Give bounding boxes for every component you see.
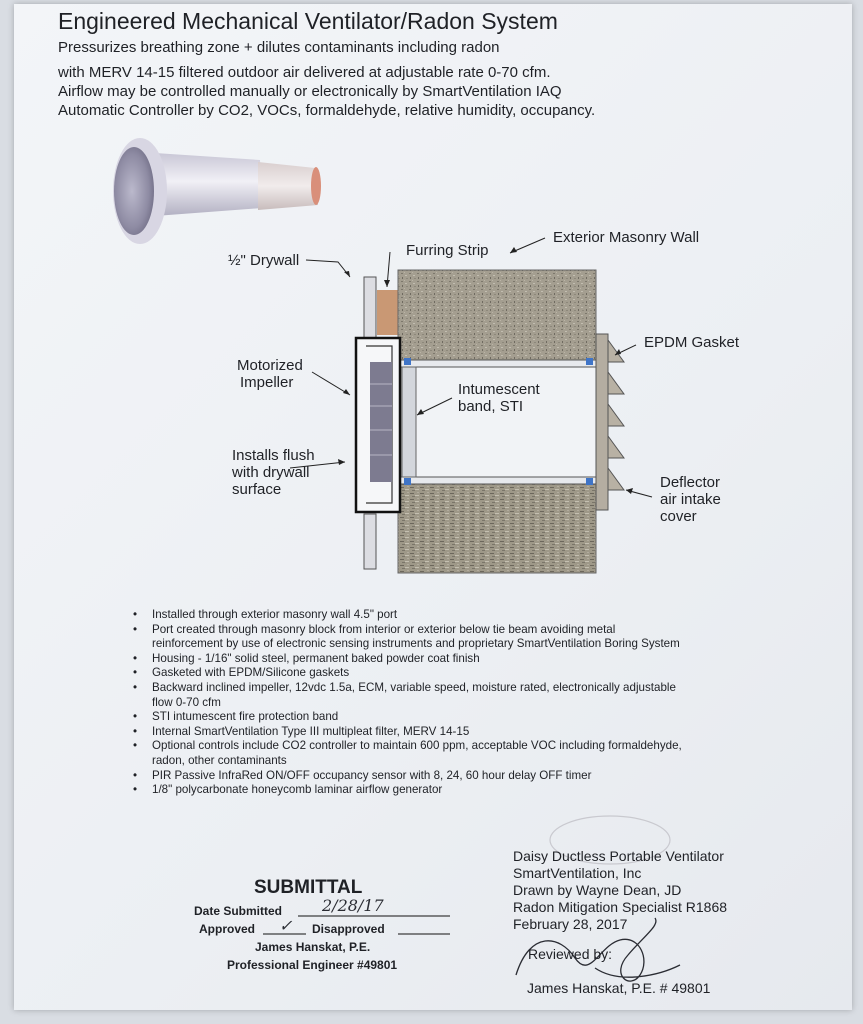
header-line-3: Airflow may be controlled manually or electronically by SmartVentilation IAQ — [58, 83, 562, 100]
duct-port — [398, 360, 596, 484]
masonry-wall-lower — [398, 484, 596, 573]
intumescent-band — [402, 367, 416, 477]
product-photo — [113, 138, 321, 244]
motorized-impeller — [370, 362, 392, 482]
list-item: • PIR Passive InfraRed ON/OFF occupancy sensor with 8, 24, 60 hour delay OFF timer — [128, 769, 688, 784]
disapproved-label: Disapproved — [312, 922, 385, 936]
furring-strip — [377, 290, 398, 335]
label-exterior-wall: Exterior Masonry Wall — [553, 229, 700, 246]
gasket-marker — [404, 358, 411, 365]
list-item: • Installed through exterior masonry wall 4.5" port — [128, 608, 688, 623]
info-company: SmartVentilation, Inc — [513, 865, 642, 881]
label-with-drywall: with drywall — [232, 464, 310, 481]
specification-list — [128, 608, 688, 798]
list-item: • Housing - 1/16" solid steel, permanent baked powder coat finish — [128, 652, 688, 667]
document-title: Engineered Mechanical Ventilator/Radon System — [58, 8, 558, 34]
date-submitted-value: 2/28/17 — [322, 896, 384, 915]
list-item: • Gasketed with EPDM/Silicone gaskets — [128, 666, 688, 681]
label-furring-strip: Furring Strip — [406, 242, 489, 259]
list-item: • Backward inclined impeller, 12vdc 1.5a, ECM, variable speed, moisture rated, electronically adjustable flow 0-70 cfm — [128, 681, 688, 710]
reviewed-by-label: Reviewed by: — [528, 946, 613, 962]
label-intumescent: Intumescent — [458, 381, 540, 398]
list-item: • Internal SmartVentilation Type III multipleat filter, MERV 14-15 — [128, 725, 688, 740]
label-drywall: ½" Drywall — [228, 252, 300, 269]
submittal-heading: SUBMITTAL — [254, 877, 363, 898]
label-cover: cover — [660, 508, 697, 525]
list-item: • Port created through masonry block from interior or exterior below tie beam avoiding metal reinforcement by use of electronic sensing instruments and proprietary SmartVentilation Boring System — [128, 623, 688, 652]
gasket-marker — [586, 478, 593, 485]
deflector-cover — [596, 334, 624, 510]
info-date: February 28, 2017 — [513, 916, 628, 932]
info-specialist: Radon Mitigation Specialist R1868 — [513, 899, 728, 915]
engineer-name: James Hanskat, P.E. — [255, 940, 371, 954]
label-intumescent-band: band, STI — [458, 398, 524, 415]
info-drawn-by: Drawn by Wayne Dean, JD — [513, 882, 682, 898]
label-deflector: Deflector — [660, 474, 721, 491]
label-air-intake: air intake — [660, 491, 721, 508]
label-surface: surface — [232, 481, 282, 498]
list-item: • 1/8" polycarbonate honeycomb laminar airflow generator — [128, 783, 688, 798]
list-item: • STI intumescent fire protection band — [128, 710, 688, 725]
label-impeller: Impeller — [240, 374, 294, 391]
masonry-wall-upper — [398, 270, 596, 360]
info-product-name: Daisy Ductless Portable Ventilator — [513, 848, 724, 864]
engineer-license: Professional Engineer #49801 — [227, 958, 398, 972]
drywall-upper — [364, 277, 376, 341]
header-line-1: Pressurizes breathing zone + dilutes contaminants including radon — [58, 39, 500, 56]
date-submitted-label: Date Submitted — [194, 904, 283, 918]
list-item: • Optional controls include CO2 controller to maintain 600 ppm, acceptable VOC including formaldehyde, radon, other contaminants — [128, 739, 688, 768]
header-line-4: Automatic Controller by CO2, VOCs, formaldehyde, relative humidity, occupancy. — [58, 102, 596, 119]
header-line-2: with MERV 14-15 filtered outdoor air delivered at adjustable rate 0-70 cfm. — [58, 64, 551, 81]
gasket-marker — [404, 478, 411, 485]
drywall-lower — [364, 514, 376, 569]
reviewer-name: James Hanskat, P.E. # 49801 — [527, 980, 711, 996]
label-installs-flush: Installs flush — [232, 447, 315, 464]
label-epdm-gasket: EPDM Gasket — [644, 334, 740, 351]
approved-label: Approved — [199, 922, 256, 936]
gasket-marker — [586, 358, 593, 365]
label-motorized: Motorized — [237, 357, 303, 374]
approved-checkmark: ✓ — [279, 916, 293, 935]
